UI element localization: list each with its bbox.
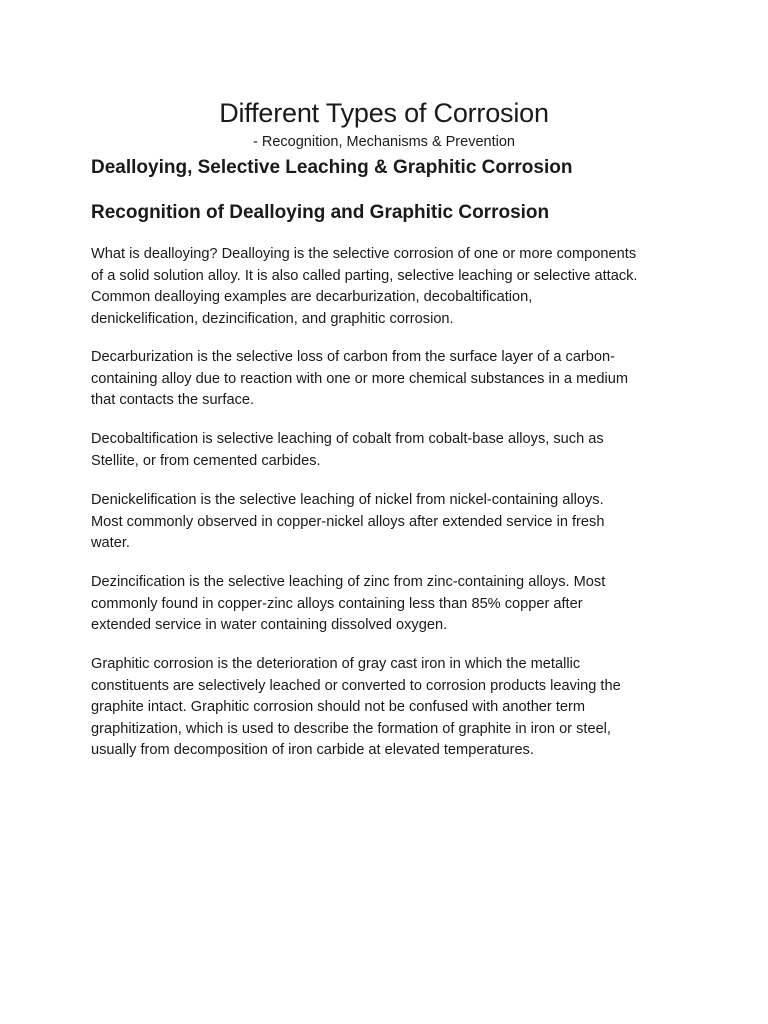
paragraph-line: graphite intact. Graphitic corrosion should not be confused with another term: [91, 699, 586, 715]
paragraph-denickelification: [91, 490, 691, 555]
paragraph-line: of a solid solution alloy. It is also called parting, selective leaching or selective attack.: [91, 267, 638, 284]
paragraph-dezincification: [91, 572, 691, 637]
paragraph-line: that contacts the surface.: [91, 392, 255, 408]
paragraph-line: Graphitic corrosion is the deterioration of gray cast iron in which the metallic: [91, 656, 581, 672]
paragraph-line: Common dealloying examples are decarburization, decobaltification,: [91, 289, 533, 305]
paragraph-line: graphitization, which is used to describe the formation of graphite in iron or steel,: [91, 720, 611, 737]
paragraph-line: containing alloy due to reaction with one or more chemical substances in a medium: [91, 370, 629, 387]
paragraph-line: Dezincification is the selective leaching of zinc from zinc-containing alloys. Most: [91, 574, 606, 590]
section-heading: Dealloying, Selective Leaching & Graphitic Corrosion: [91, 157, 573, 178]
document-subtitle: - Recognition, Mechanisms & Prevention: [253, 134, 515, 150]
paragraph-line: commonly found in copper-zinc alloys containing less than 85% copper after: [91, 595, 583, 612]
document-title: Different Types of Corrosion: [219, 98, 549, 128]
paragraph-line: water.: [91, 535, 130, 551]
paragraph-line: denickelification, dezincification, and graphitic corrosion.: [91, 310, 454, 327]
paragraph-line: Denickelification is the selective leaching of nickel from nickel-containing alloys.: [91, 492, 604, 508]
paragraph-decarburization: [91, 347, 691, 412]
paragraph-graphitic-corrosion: [91, 654, 691, 762]
subsection-heading: Recognition of Dealloying and Graphitic Corrosion: [91, 202, 550, 223]
paragraph-line: Decarburization is the selective loss of carbon from the surface layer of a carbon-: [91, 349, 615, 365]
paragraph-decobaltification: [91, 429, 691, 472]
paragraph-line: constituents are selectively leached or converted to corrosion products leaving the: [91, 677, 621, 694]
paragraph-line: Stellite, or from cemented carbides.: [91, 452, 321, 469]
paragraph-line: Most commonly observed in copper-nickel alloys after extended service in fresh: [91, 513, 605, 530]
paragraph-line: Decobaltification is selective leaching of cobalt from cobalt-base alloys, such as: [91, 431, 604, 447]
paragraph-line: extended service in water containing dissolved oxygen.: [91, 617, 448, 633]
paragraph-line: usually from decomposition of iron carbide at elevated temperatures.: [91, 742, 534, 758]
paragraph-dealloying: [91, 244, 691, 330]
paragraph-line: What is dealloying? Dealloying is the selective corrosion of one or more components: [91, 246, 637, 262]
